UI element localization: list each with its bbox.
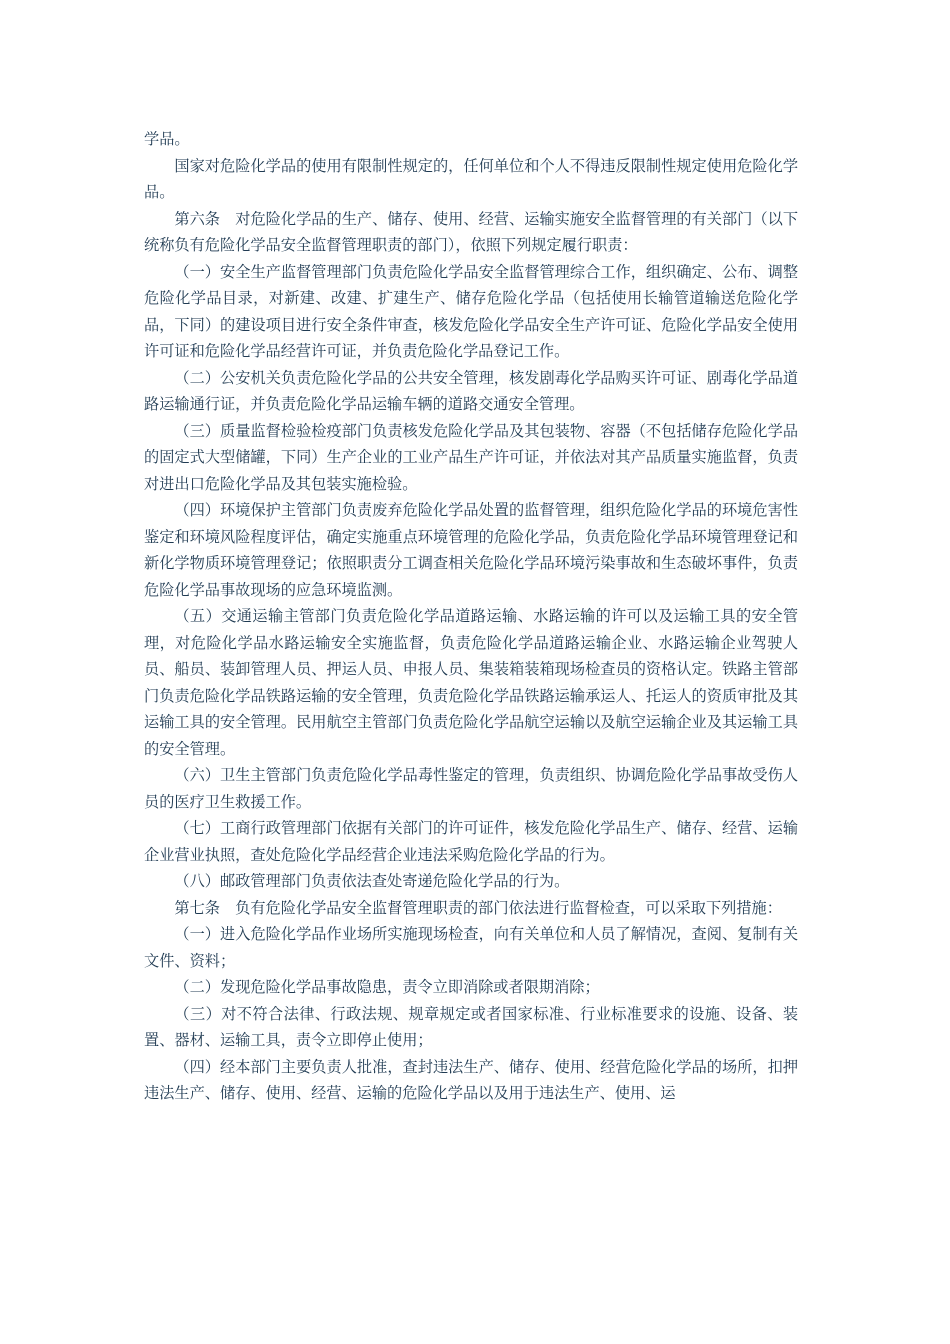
article-7-heading-paragraph: 第七条 负有危险化学品安全监督管理职责的部门依法进行监督检查，可以采取下列措施： <box>174 898 782 917</box>
list-item: （一）进入危险化学品作业场所实施现场检查，向有关单位和人员了解情况，查阅、复制有关文件、资料； <box>144 925 798 970</box>
paragraph: 国家对危险化学品的使用有限制性规定的，任何单位和个人不得违反限制性规定使用危险化学品。 <box>144 156 798 201</box>
list-item: （四）环境保护主管部门负责废弃危险化学品处置的监督管理，组织危险化学品的环境危害性鉴定和环境风险程度评估，确定实施重点环境管理的危险化学品，负责危险化学品环境管理登记和新化学物质环境管理登记；依照职责分工调查相关危险化学品环境污染事故和生态破坏事件，负责危险化学品事故现场的应急环境监测。 <box>144 501 798 599</box>
list-item: （五）交通运输主管部门负责危险化学品道路运输、水路运输的许可以及运输工具的安全管理，对危险化学品水路运输安全实施监督，负责危险化学品道路运输企业、水路运输企业驾驶人员、船员、装卸管理人员、押运人员、申报人员、集装箱装箱现场检查员的资格认定。铁路主管部门负责危险化学品铁路运输的安全管理，负责危险化学品铁路运输承运人、托运人的资质审批及其运输工具的安全管理。民用航空主管部门负责危险化学品航空运输以及航空运输企业及其运输工具的安全管理。 <box>144 607 798 758</box>
paragraph-continuation: 学品。 <box>144 130 190 148</box>
list-item: （七）工商行政管理部门依据有关部门的许可证件，核发危险化学品生产、储存、经营、运输企业营业执照，查处危险化学品经营企业违法采购危险化学品的行为。 <box>144 819 798 864</box>
document-body <box>144 126 798 1107</box>
list-item: （六）卫生主管部门负责危险化学品毒性鉴定的管理，负责组织、协调危险化学品事故受伤人员的医疗卫生救援工作。 <box>144 766 798 811</box>
list-item: （二）公安机关负责危险化学品的公共安全管理，核发剧毒化学品购买许可证、剧毒化学品道路运输通行证，并负责危险化学品运输车辆的道路交通安全管理。 <box>144 368 798 413</box>
list-item: （四）经本部门主要负责人批准，查封违法生产、储存、使用、经营危险化学品的场所，扣押违法生产、储存、使用、经营、运输的危险化学品以及用于违法生产、使用、运 <box>144 1057 798 1102</box>
list-item: （三）质量监督检验检疫部门负责核发危险化学品及其包装物、容器（不包括储存危险化学品的固定式大型储罐，下同）生产企业的工业产品生产许可证，并依法对其产品质量实施监督，负责对进出口危险化学品及其包装实施检验。 <box>144 421 798 493</box>
list-item: （八）邮政管理部门负责依法查处寄递危险化学品的行为。 <box>174 872 570 890</box>
list-item: （一）安全生产监督管理部门负责危险化学品安全监督管理综合工作，组织确定、公布、调整危险化学品目录，对新建、改建、扩建生产、储存危险化学品（包括使用长输管道输送危险化学品，下同）的建设项目进行安全条件审查，核发危险化学品安全生产许可证、危险化学品安全使用许可证和危险化学品经营许可证，并负责危险化学品登记工作。 <box>144 262 798 360</box>
article-6-heading-paragraph: 第六条 对危险化学品的生产、储存、使用、经营、运输实施安全监督管理的有关部门（以下统称负有危险化学品安全监督管理职责的部门），依照下列规定履行职责： <box>144 209 798 254</box>
list-item: （二）发现危险化学品事故隐患，责令立即消除或者限期消除； <box>174 978 600 996</box>
list-item: （三）对不符合法律、行政法规、规章规定或者国家标准、行业标准要求的设施、设备、装置、器材、运输工具，责令立即停止使用； <box>144 1004 798 1049</box>
